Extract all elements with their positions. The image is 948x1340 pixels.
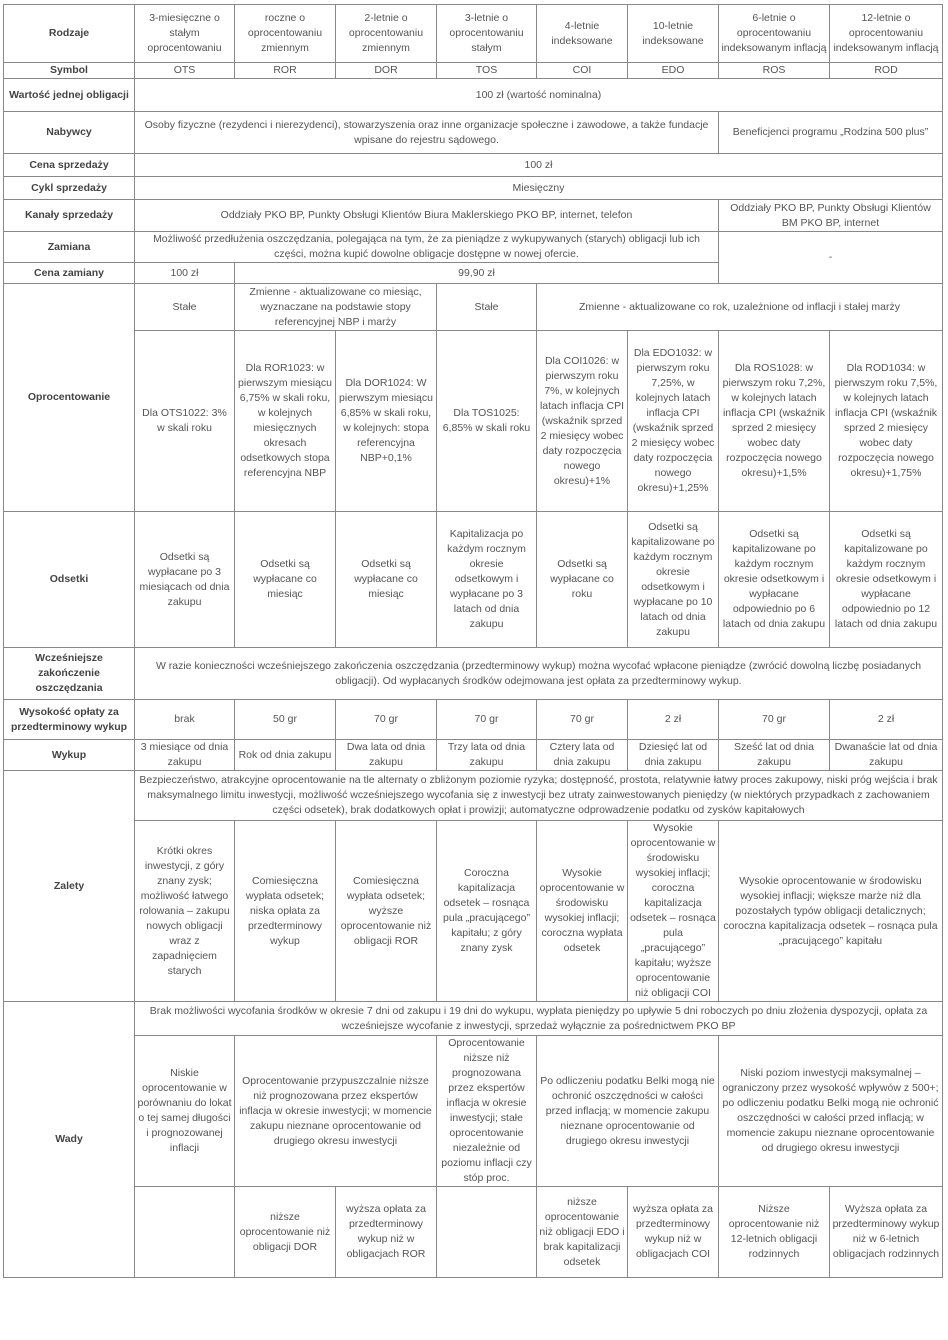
row-label: Cena zamiany (4, 263, 135, 284)
rate-type-variable-inflation: Zmienne - aktualizowane co rok, uzależnione od inflacji i stałej marży (537, 284, 943, 331)
maturity-rod: Dwanaście lat od dnia zakupu (830, 740, 943, 771)
interest-rod: Odsetki są kapitalizowane po każdym rocznym okresie odsetkowym i wypłacane odpowiednio po 12 latach od dnia zakupu (830, 512, 943, 648)
symbol-ror: ROR (235, 63, 336, 79)
bond-comparison-table (3, 4, 943, 1278)
row-wady-common (4, 1002, 943, 1036)
row-oprocentowanie (4, 331, 943, 512)
interest-ros: Odsetki są kapitalizowane po każdym rocznym okresie odsetkowym i wypłacane odpowiednio po 6 latach od dnia zakupu (719, 512, 830, 648)
nominal-value: 100 zł (wartość nominalna) (135, 79, 943, 112)
row-label: Rodzaje (4, 5, 135, 63)
row-label: Zalety (4, 771, 135, 1002)
rate-rod: Dla ROD1034: w pierwszym roku 7,5%, w kolejnych latach inflacja CPI (wskaźnik sprzed 2 miesięcy wobec daty rozpoczęcia nowego okresu)+1,75% (830, 331, 943, 512)
type-ror: roczne o oprocentowaniu zmiennym (235, 5, 336, 63)
rate-type-fixed-tos: Stałe (437, 284, 537, 331)
advantages-ots: Krótki okres inwestycji, z góry znany zysk; możliwość łatwego rolowania – zakupu nowych obligacji wraz z zapadnięciem starych (135, 821, 235, 1002)
maturity-ror: Rok od dnia zakupu (235, 740, 336, 771)
row-nabywcy (4, 112, 943, 154)
advantages-family: Wysokie oprocentowanie w środowisku wysokiej inflacji; większe marże niż dla pozostałych typów obligacji detalicznych; coroczna kapitalizacja odsetek – rosnąca pula „pracującego” kapitału (719, 821, 943, 1002)
extra-ros: Niższe oprocentowanie niż 12-letnich obligacji rodzinnych (719, 1187, 830, 1278)
row-wady-extra (4, 1187, 943, 1278)
row-zalety-common (4, 771, 943, 821)
disadvantages-common: Brak możliwości wycofania środków w okresie 7 dni od zakupu i 19 dni do wykupu, wypłata pieniędzy po upływie 5 dni roboczych po dniu złożenia dyspozycji, opłata za wcześniejsze wycofanie z inwestycji, sprzedaż wyłącznie za pośrednictwem PKO BP (135, 1002, 943, 1036)
maturity-ros: Sześć lat od dnia zakupu (719, 740, 830, 771)
extra-dor: wyższa opłata za przedterminowy wykup niż w obligacjach ROR (336, 1187, 437, 1278)
fee-coi: 70 gr (537, 700, 628, 740)
row-cykl (4, 177, 943, 200)
row-cena (4, 154, 943, 177)
symbol-edo: EDO (628, 63, 719, 79)
symbol-rod: ROD (830, 63, 943, 79)
advantages-dor: Comiesięczna wypłata odsetek; wyższe oprocentowanie niż obligacji ROR (336, 821, 437, 1002)
maturity-ots: 3 miesiące od dnia zakupu (135, 740, 235, 771)
fee-ros: 70 gr (719, 700, 830, 740)
maturity-tos: Trzy lata od dnia zakupu (437, 740, 537, 771)
extra-rod: Wyższa opłata za przedterminowy wykup niż w 6-letnich obligacjach rodzinnych (830, 1187, 943, 1278)
interest-ots: Odsetki są wypłacane po 3 miesiącach od dnia zakupu (135, 512, 235, 648)
extra-coi: niższe oprocentowanie niż obligacji EDO i brak kapitalizacji odsetek (537, 1187, 628, 1278)
rate-ros: Dla ROS1028: w pierwszym roku 7,2%, w kolejnych latach inflacja CPI (wskaźnik sprzed 2 miesięcy wobec daty rozpoczęcia nowego okresu)+1,5% (719, 331, 830, 512)
row-label: Nabywcy (4, 112, 135, 154)
interest-coi: Odsetki są wypłacane co roku (537, 512, 628, 648)
row-kanaly (4, 200, 943, 232)
advantages-coi: Wysokie oprocentowanie w środowisku wysokiej inflacji; coroczna wypłata odsetek (537, 821, 628, 1002)
exchange-price-ots: 100 zł (135, 263, 235, 284)
interest-dor: Odsetki są wypłacane co miesiąc (336, 512, 437, 648)
extra-ror: niższe oprocentowanie niż obligacji DOR (235, 1187, 336, 1278)
row-label: Kanały sprzedaży (4, 200, 135, 232)
symbol-dor: DOR (336, 63, 437, 79)
maturity-edo: Dziesięć lat od dnia zakupu (628, 740, 719, 771)
type-coi: 4-letnie indeksowane (537, 5, 628, 63)
interest-edo: Odsetki są kapitalizowane po każdym rocznym okresie odsetkowym i wypłacane po 10 latach od dnia zakupu (628, 512, 719, 648)
extra-ots (135, 1187, 235, 1278)
row-label: Wady (4, 1002, 135, 1278)
symbol-ots: OTS (135, 63, 235, 79)
maturity-dor: Dwa lata od dnia zakupu (336, 740, 437, 771)
type-ros: 6-letnie o oprocentowaniu indeksowanym inflacją (719, 5, 830, 63)
disadvantages-tos: Oprocentowanie niższe niż prognozowana przez ekspertów inflacja w okresie inwestycji; stałe oprocentowanie niezależnie od poziomu inflacji czy stóp proc. (437, 1036, 537, 1187)
row-label: Oprocentowanie (4, 284, 135, 512)
advantages-tos: Coroczna kapitalizacja odsetek – rosnąca pula „pracującego” kapitału; z góry znany zysk (437, 821, 537, 1002)
row-label: Wcześniejsze zakończenie oszczędzania (4, 648, 135, 700)
row-oprocentowanie-type (4, 284, 943, 331)
channels-family: Oddziały PKO BP, Punkty Obsługi Klientów BM PKO BP, internet (719, 200, 943, 232)
row-label: Zamiana (4, 232, 135, 263)
row-label: Odsetki (4, 512, 135, 648)
maturity-coi: Cztery lata od dnia zakupu (537, 740, 628, 771)
advantages-ror: Comiesięczna wypłata odsetek; niska opłata za przedterminowy wykup (235, 821, 336, 1002)
row-label: Wykup (4, 740, 135, 771)
fee-rod: 2 zł (830, 700, 943, 740)
rate-type-variable-nbp: Zmienne - aktualizowane co miesiąc, wyznaczane na podstawie stopy referencyjnej NBP i marży (235, 284, 437, 331)
exchange-family: - (719, 232, 943, 284)
buyers-family: Beneficjenci programu „Rodzina 500 plus” (719, 112, 943, 154)
fee-ots: brak (135, 700, 235, 740)
rate-edo: Dla EDO1032: w pierwszym roku 7,25%, w kolejnych latach inflacja CPI (wskaźnik sprzed 2 miesięcy wobec daty rozpoczęcia nowego okresu)+1,25% (628, 331, 719, 512)
row-odsetki (4, 512, 943, 648)
rate-type-fixed: Stałe (135, 284, 235, 331)
row-rodzaje (4, 5, 943, 63)
channels-general: Oddziały PKO BP, Punkty Obsługi Klientów Biura Maklerskiego PKO BP, internet, telefon (135, 200, 719, 232)
advantages-edo: Wysokie oprocentowanie w środowisku wysokiej inflacji; coroczna kapitalizacja odsetek – rosnąca pula „pracującego” kapitału; wyższe oprocentowanie niż obligacji COI (628, 821, 719, 1002)
symbol-coi: COI (537, 63, 628, 79)
interest-ror: Odsetki są wypłacane co miesiąc (235, 512, 336, 648)
type-dor: 2-letnie o oprocentowaniu zmiennym (336, 5, 437, 63)
disadvantages-ror-dor: Oprocentowanie przypuszczalnie niższe niż prognozowana przez ekspertów inflacja w okresie inwestycji; w momencie zakupu nieznane oprocentowanie od drugiego okresu inwestycji (235, 1036, 437, 1187)
advantages-common: Bezpieczeństwo, atrakcyjne oprocentowanie na tle alternaty o zbliżonym poziomie ryzyka; dostępność, prostota, relatywnie łatwy proces zakupowy, niski próg wejścia i brak maksymalnego limitu inwestycji, możliwość wcześniejszego wycofania się z inwestycji bez utraty zainwestowanych pieniędzy (w niektórych przypadkach z zachowaniem części odsetek), brak dodatkowych opłat i prowizji; automatyczne odprowadzenie podatku od zysków kapitałowych (135, 771, 943, 821)
disadvantages-coi-edo: Po odliczeniu podatku Belki mogą nie ochronić oszczędności w całości przed inflacją; w momencie zakupu nieznane oprocentowanie od drugiego okresu inwestycji (537, 1036, 719, 1187)
fee-ror: 50 gr (235, 700, 336, 740)
type-rod: 12-letnie o oprocentowaniu indeksowanym inflacją (830, 5, 943, 63)
fee-tos: 70 gr (437, 700, 537, 740)
buyers-general: Osoby fizyczne (rezydenci i nierezydenci), stowarzyszenia oraz inne organizacje społeczne i zawodowe, a także fundacje wpisane do rejestru sądowego. (135, 112, 719, 154)
row-oplata (4, 700, 943, 740)
row-label: Cykl sprzedaży (4, 177, 135, 200)
extra-edo: wyższa opłata za przedterminowy wykup niż w obligacjach COI (628, 1187, 719, 1278)
row-wykup (4, 740, 943, 771)
early-redemption: W razie konieczności wcześniejszego zakończenia oszczędzania (przedterminowy wykup) można wycofać wpłacone pieniądze (zwrócić dowolną liczbę posiadanych obligacji). Od wypłacanych środków odejmowana jest opłata za przedterminowy wykup. (135, 648, 943, 700)
rate-coi: Dla COI1026: w pierwszym roku 7%, w kolejnych latach inflacja CPI (wskaźnik sprzed 2 miesięcy wobec daty rozpoczęcia nowego okresu)+1% (537, 331, 628, 512)
sale-price: 100 zł (135, 154, 943, 177)
fee-edo: 2 zł (628, 700, 719, 740)
rate-dor: Dla DOR1024: W pierwszym miesiącu 6,85% w skali roku, w kolejnych: stopa referencyjna NBP+0,1% (336, 331, 437, 512)
interest-tos: Kapitalizacja po każdym rocznym okresie odsetkowym i wypłacane po 3 latach od dnia zakupu (437, 512, 537, 648)
type-tos: 3-letnie o oprocentowaniu stałym (437, 5, 537, 63)
rate-tos: Dla TOS1025: 6,85% w skali roku (437, 331, 537, 512)
type-edo: 10-letnie indeksowane (628, 5, 719, 63)
row-zamiana (4, 232, 943, 263)
disadvantages-family: Niski poziom inwestycji maksymalnej – ograniczony przez wysokość wpływów z 500+; po odliczeniu podatku Belki mogą nie ochronić oszczędności w całości przed inflacją; w momencie zakupu nieznane oprocentowanie od drugiego okresu inwestycji (719, 1036, 943, 1187)
row-label: Wysokość opłaty za przedterminowy wykup (4, 700, 135, 740)
row-symbol (4, 63, 943, 79)
extra-tos (437, 1187, 537, 1278)
row-zalety (4, 821, 943, 1002)
rate-ots: Dla OTS1022: 3% w skali roku (135, 331, 235, 512)
row-wady (4, 1036, 943, 1187)
row-wczesniejsze (4, 648, 943, 700)
sale-cycle: Miesięczny (135, 177, 943, 200)
row-label: Cena sprzedaży (4, 154, 135, 177)
fee-dor: 70 gr (336, 700, 437, 740)
type-ots: 3-miesięczne o stałym oprocentowaniu (135, 5, 235, 63)
row-label: Wartość jednej obligacji (4, 79, 135, 112)
disadvantages-ots: Niskie oprocentowanie w porównaniu do lokat o tej samej długości i prognozowanej inflacji (135, 1036, 235, 1187)
exchange-price-rest: 99,90 zł (235, 263, 719, 284)
exchange-general: Możliwość przedłużenia oszczędzania, polegająca na tym, że za pieniądze z wykupywanych (starych) obligacji lub ich części, można kupić dowolne obligacje dostępne w nowej ofercie. (135, 232, 719, 263)
symbol-tos: TOS (437, 63, 537, 79)
symbol-ros: ROS (719, 63, 830, 79)
rate-ror: Dla ROR1023: w pierwszym miesiącu 6,75% w skali roku, w kolejnych miesięcznych okresach odsetkowych stopa referencyjna NBP (235, 331, 336, 512)
row-label: Symbol (4, 63, 135, 79)
row-wartosc (4, 79, 943, 112)
